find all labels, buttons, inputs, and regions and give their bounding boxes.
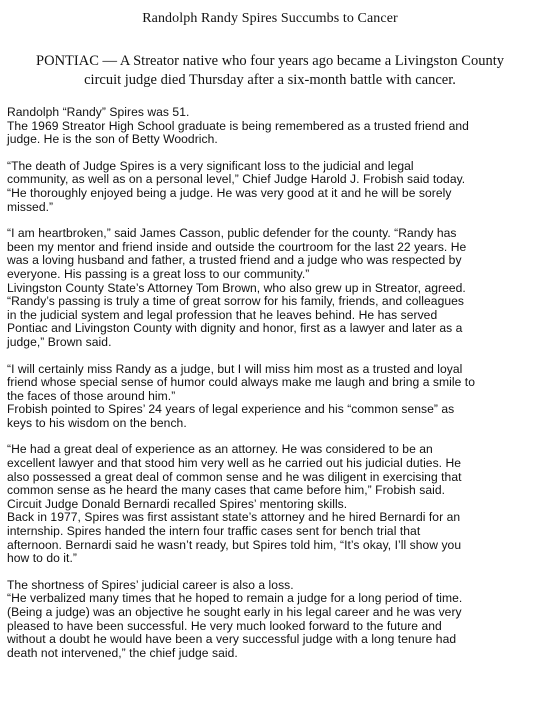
article-lede	[20, 52, 520, 90]
paragraph-line: judge,” Brown said.	[7, 334, 112, 349]
paragraph-line: “The death of Judge Spires is a very significant loss to the judicial and legal	[7, 158, 414, 173]
paragraph-line: friend whose special sense of humor could always make me laugh and bring a smile to	[7, 375, 475, 390]
paragraph-line: “He had a great deal of experience as an attorney. He was considered to be an	[7, 442, 433, 457]
paragraph-line: without a doubt he would have been a very successful judge with a long tenure had	[7, 632, 457, 647]
paragraph-line: common sense as he heard the many cases that came before him,” Frobish said.	[7, 483, 446, 498]
paragraph-line: been my mentor and friend inside and outside the courtroom for the last 22 years. He	[7, 239, 467, 254]
paragraph-line: also possessed a great deal of common sense and he was diligent in exercising that	[7, 469, 462, 484]
paragraph-line: Pontiac and Livingston County with dignity and honor, first as a lawyer and later as a	[7, 321, 463, 336]
paragraph-line: everyone. His passing is a great loss to our community.”	[7, 266, 310, 281]
article-paragraph	[7, 160, 537, 214]
paragraph-line: excellent lawyer and that stood him very well as he carried out his judicial duties. He	[7, 456, 462, 471]
article-paragraph	[7, 443, 537, 565]
paragraph-line: Back in 1977, Spires was first assistant state’s attorney and he hired Bernardi for an	[7, 510, 461, 525]
paragraph-line: The shortness of Spires’ judicial career is also a loss.	[7, 577, 294, 592]
paragraph-line: internship. Spires handed the intern four traffic cases sent for bench trial that	[7, 524, 421, 539]
paragraph-line: was a loving husband and father, a trusted friend and a judge who was respected by	[7, 253, 462, 268]
paragraph-line: keys to his wisdom on the bench.	[7, 415, 187, 430]
paragraph-line: how to do it.”	[7, 551, 77, 566]
paragraph-line: Circuit Judge Donald Bernardi recalled Spires’ mentoring skills.	[7, 496, 348, 511]
lede-line: PONTIAC — A Streator native who four years ago became a Livingston County	[36, 53, 504, 69]
article-paragraph	[7, 106, 537, 147]
article-paragraph	[7, 227, 537, 349]
paragraph-line: Frobish pointed to Spires’ 24 years of legal experience and his “common sense” as	[7, 402, 455, 417]
paragraph-line: The 1969 Streator High School graduate is being remembered as a trusted friend and	[7, 118, 469, 133]
lede-line: circuit judge died Thursday after a six-month battle with cancer.	[84, 72, 456, 88]
paragraph-line: “He verbalized many times that he hoped to remain a judge for a long period of time.	[7, 591, 463, 606]
paragraph-line: pleased to have been successful. He very much looked forward to the future and	[7, 618, 442, 633]
article-paragraph	[7, 363, 537, 431]
paragraph-line: Randolph “Randy” Spires was 51.	[7, 105, 190, 119]
article-headline: Randolph Randy Spires Succumbs to Cancer	[142, 11, 398, 26]
paragraph-line: “I am heartbroken,” said James Casson, public defender for the county. “Randy has	[7, 226, 457, 241]
paragraph-line: Livingston County State’s Attorney Tom Brown, who also grew up in Streator, agreed.	[7, 280, 466, 295]
paragraph-line: the faces of those around him.”	[7, 388, 176, 403]
paragraph-line: afternoon. Bernardi said he wasn’t ready, but Spires told him, “It’s okay, I’ll show you	[7, 537, 462, 552]
paragraph-line: death not intervened,” the chief judge said.	[7, 645, 238, 660]
article-body	[7, 106, 537, 673]
paragraph-line: “Randy’s passing is truly a time of great sorrow for his family, friends, and colleagues	[7, 294, 464, 309]
paragraph-line: community, as well as on a personal level,” Chief Judge Harold J. Frobish said today.	[7, 172, 466, 187]
article-paragraph	[7, 579, 537, 661]
paragraph-line: in the judicial system and legal profession that he leaves behind. He has served	[7, 307, 438, 322]
paragraph-line: missed.”	[7, 199, 54, 214]
paragraph-line: “I will certainly miss Randy as a judge, but I will miss him most as a trusted and loyal	[7, 361, 463, 376]
paragraph-line: (Being a judge) was an objective he sought early in his legal career and he was very	[7, 605, 462, 619]
paragraph-line: “He thoroughly enjoyed being a judge. He was very good at it and he will be sorely	[7, 185, 452, 200]
paragraph-line: judge. He is the son of Betty Woodrich.	[7, 132, 218, 147]
